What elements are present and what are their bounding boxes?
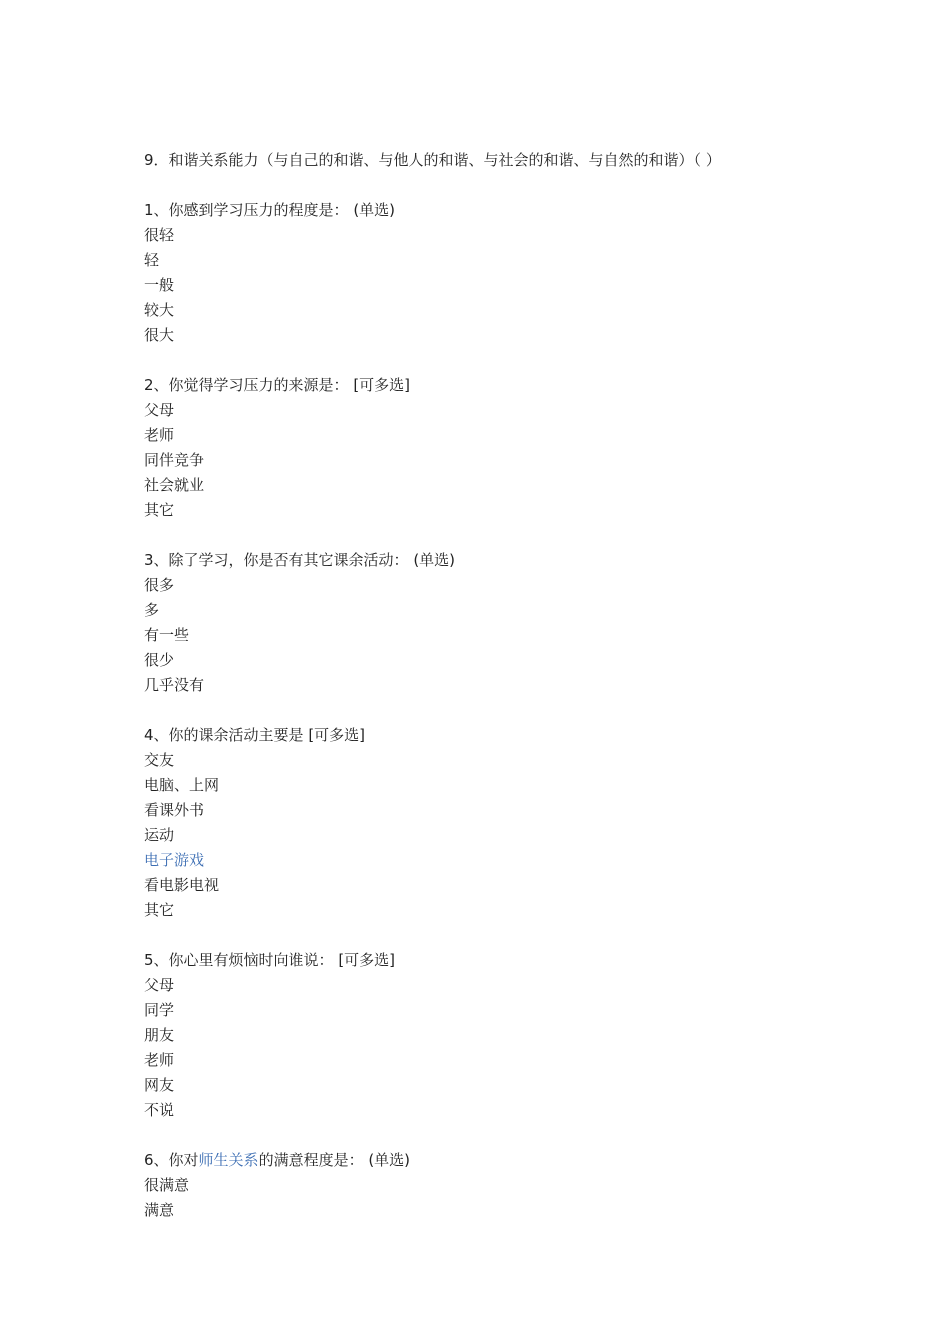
spacer bbox=[144, 523, 864, 548]
question-5-text: 5、你心里有烦恼时向谁说： [可多选] bbox=[144, 951, 396, 969]
section-heading: 9．和谐关系能力（与自己的和谐、与他人的和谐、与社会的和谐、与自然的和谐）（ ） bbox=[144, 151, 721, 169]
spacer bbox=[144, 923, 864, 948]
q3-option: 很少 bbox=[144, 651, 175, 669]
q6-option: 满意 bbox=[144, 1201, 175, 1219]
q6-option: 很满意 bbox=[144, 1176, 190, 1194]
question-2-text: 2、你觉得学习压力的来源是： [可多选] bbox=[144, 376, 411, 394]
q5-option: 同学 bbox=[144, 1001, 175, 1019]
document-body bbox=[144, 148, 864, 1223]
q2-option: 社会就业 bbox=[144, 476, 205, 494]
question-5 bbox=[144, 948, 864, 1123]
q3-option: 很多 bbox=[144, 576, 175, 594]
spacer bbox=[144, 173, 864, 198]
q1-option: 很轻 bbox=[144, 226, 175, 244]
q4-option-link-electronic-games[interactable]: 电子游戏 bbox=[144, 851, 205, 869]
q4-option: 运动 bbox=[144, 826, 175, 844]
question-3-text: 3、除了学习，你是否有其它课余活动： (单选) bbox=[144, 551, 456, 569]
spacer bbox=[144, 698, 864, 723]
spacer bbox=[144, 1123, 864, 1148]
q5-option: 老师 bbox=[144, 1051, 175, 1069]
q5-option: 网友 bbox=[144, 1076, 175, 1094]
question-3 bbox=[144, 548, 864, 698]
q5-option: 不说 bbox=[144, 1101, 175, 1119]
q1-option: 轻 bbox=[144, 251, 160, 269]
q4-option: 电脑、上网 bbox=[144, 776, 220, 794]
question-6-text bbox=[144, 1148, 864, 1173]
question-2 bbox=[144, 373, 864, 523]
q5-option: 父母 bbox=[144, 976, 175, 994]
q2-option: 其它 bbox=[144, 501, 175, 519]
q2-option: 同伴竞争 bbox=[144, 451, 205, 469]
question-1-text: 1、你感到学习压力的程度是： (单选) bbox=[144, 201, 396, 219]
question-4 bbox=[144, 723, 864, 923]
question-1 bbox=[144, 198, 864, 348]
q3-option: 多 bbox=[144, 601, 160, 619]
q1-option: 一般 bbox=[144, 276, 175, 294]
q2-option: 老师 bbox=[144, 426, 175, 444]
q4-option: 看电影电视 bbox=[144, 876, 220, 894]
q3-option: 几乎没有 bbox=[144, 676, 205, 694]
q1-option: 很大 bbox=[144, 326, 175, 344]
q1-option: 较大 bbox=[144, 301, 175, 319]
q4-option: 交友 bbox=[144, 751, 175, 769]
q2-option: 父母 bbox=[144, 401, 175, 419]
teacher-student-relationship-link[interactable]: 师生关系 bbox=[198, 1151, 259, 1169]
q5-option: 朋友 bbox=[144, 1026, 175, 1044]
spacer bbox=[144, 348, 864, 373]
question-6-prefix: 6、你对 bbox=[144, 1151, 199, 1169]
q3-option: 有一些 bbox=[144, 626, 190, 644]
question-6 bbox=[144, 1148, 864, 1223]
q4-option: 看课外书 bbox=[144, 801, 205, 819]
question-4-text: 4、你的课余活动主要是 [可多选] bbox=[144, 726, 366, 744]
question-6-suffix: 的满意程度是： (单选) bbox=[258, 1151, 411, 1169]
q4-option: 其它 bbox=[144, 901, 175, 919]
